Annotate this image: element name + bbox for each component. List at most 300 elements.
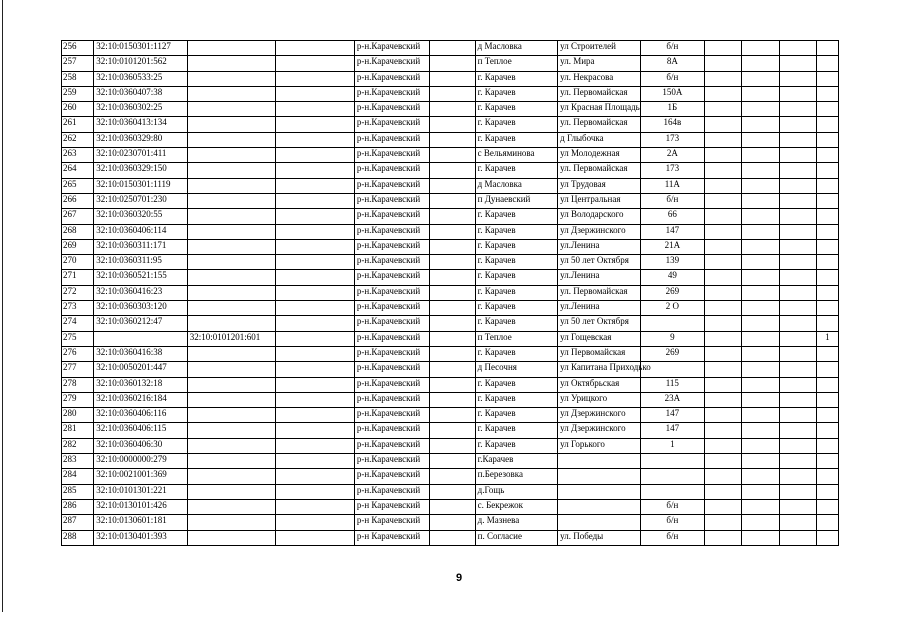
cadastral-number-alt-cell <box>187 484 276 499</box>
table-row <box>62 193 839 208</box>
count-col-cell <box>816 285 838 300</box>
extra-col-1-cell <box>705 362 742 377</box>
extra-col-1-cell <box>705 469 742 484</box>
table-body <box>62 41 839 546</box>
row-number-cell: 262 <box>62 132 94 147</box>
empty-col-2-cell <box>430 377 475 392</box>
count-col-cell: 1 <box>816 331 838 346</box>
extra-col-1-cell <box>705 71 742 86</box>
extra-col-2-cell <box>742 515 779 530</box>
count-col-cell <box>816 469 838 484</box>
extra-col-2-cell <box>742 408 779 423</box>
extra-col-1-cell <box>705 530 742 545</box>
district-cell: р-н.Карачевский <box>354 86 429 101</box>
cadastral-number-alt-cell <box>187 362 276 377</box>
cadastral-number-alt-cell <box>187 408 276 423</box>
cadastral-number-cell: 32:10:0000000:279 <box>94 454 188 469</box>
table-row <box>62 515 839 530</box>
extra-col-3-cell <box>779 515 816 530</box>
house-number-cell: 21А <box>640 239 704 254</box>
extra-col-3-cell <box>779 408 816 423</box>
house-number-cell: 1Б <box>640 102 704 117</box>
extra-col-3-cell <box>779 530 816 545</box>
extra-col-3-cell <box>779 239 816 254</box>
cadastral-number-alt-cell <box>187 392 276 407</box>
extra-col-3-cell <box>779 469 816 484</box>
count-col-cell <box>816 530 838 545</box>
extra-col-2-cell <box>742 148 779 163</box>
row-number-cell: 286 <box>62 499 94 514</box>
extra-col-2-cell <box>742 392 779 407</box>
locality-cell: д.Гощь <box>475 484 558 499</box>
cadastral-number-alt-cell <box>187 301 276 316</box>
cadastral-number-cell: 32:10:0360303:120 <box>94 301 188 316</box>
street-cell: ул.Ленина <box>558 239 641 254</box>
row-number-cell: 280 <box>62 408 94 423</box>
row-number-cell: 260 <box>62 102 94 117</box>
count-col-cell <box>816 499 838 514</box>
locality-cell: г. Карачев <box>475 132 558 147</box>
row-number-cell: 263 <box>62 148 94 163</box>
extra-col-3-cell <box>779 193 816 208</box>
count-col-cell <box>816 178 838 193</box>
count-col-cell <box>816 270 838 285</box>
row-number-cell: 284 <box>62 469 94 484</box>
row-number-cell: 281 <box>62 423 94 438</box>
extra-col-1-cell <box>705 56 742 71</box>
district-cell: р-н.Карачевский <box>354 178 429 193</box>
table-row <box>62 362 839 377</box>
district-cell: р-н.Карачевский <box>354 148 429 163</box>
cadastral-number-alt-cell <box>187 377 276 392</box>
extra-col-3-cell <box>779 423 816 438</box>
locality-cell: д. Мазнева <box>475 515 558 530</box>
house-number-cell: 8А <box>640 56 704 71</box>
extra-col-1-cell <box>705 255 742 270</box>
district-cell: р-н.Карачевский <box>354 102 429 117</box>
district-cell: р-н.Карачевский <box>354 331 429 346</box>
district-cell: р-н.Карачевский <box>354 392 429 407</box>
locality-cell: с Вельяминова <box>475 148 558 163</box>
extra-col-3-cell <box>779 71 816 86</box>
empty-col-2-cell <box>430 178 475 193</box>
district-cell: р-н.Карачевский <box>354 484 429 499</box>
cadastral-number-alt-cell <box>187 255 276 270</box>
empty-col-2-cell <box>430 530 475 545</box>
extra-col-1-cell <box>705 102 742 117</box>
empty-col-2-cell <box>430 499 475 514</box>
extra-col-1-cell <box>705 346 742 361</box>
table-row <box>62 102 839 117</box>
row-number-cell: 282 <box>62 438 94 453</box>
extra-col-2-cell <box>742 41 779 56</box>
empty-col-2-cell <box>430 285 475 300</box>
empty-col-cell <box>276 423 355 438</box>
house-number-cell: 269 <box>640 346 704 361</box>
empty-col-cell <box>276 515 355 530</box>
empty-col-cell <box>276 377 355 392</box>
count-col-cell <box>816 102 838 117</box>
district-cell: р-н.Карачевский <box>354 41 429 56</box>
district-cell: р-н.Карачевский <box>354 224 429 239</box>
locality-cell: г. Карачев <box>475 102 558 117</box>
house-number-cell: 150А <box>640 86 704 101</box>
house-number-cell: 23А <box>640 392 704 407</box>
house-number-cell: 147 <box>640 408 704 423</box>
district-cell: р-н Карачевский <box>354 530 429 545</box>
cadastral-number-cell: 32:10:0360302:25 <box>94 102 188 117</box>
cadastral-number-alt-cell <box>187 499 276 514</box>
table-row <box>62 132 839 147</box>
table-row <box>62 117 839 132</box>
street-cell: ул.Ленина <box>558 301 641 316</box>
empty-col-cell <box>276 469 355 484</box>
street-cell: ул. Первомайская <box>558 117 641 132</box>
locality-cell: д Песочня <box>475 362 558 377</box>
extra-col-3-cell <box>779 362 816 377</box>
house-number-cell: 147 <box>640 224 704 239</box>
district-cell: р-н.Карачевский <box>354 285 429 300</box>
empty-col-cell <box>276 362 355 377</box>
district-cell: р-н.Карачевский <box>354 117 429 132</box>
cadastral-number-alt-cell <box>187 163 276 178</box>
row-number-cell: 285 <box>62 484 94 499</box>
empty-col-2-cell <box>430 102 475 117</box>
empty-col-cell <box>276 316 355 331</box>
house-number-cell: 173 <box>640 132 704 147</box>
table-row <box>62 301 839 316</box>
district-cell: р-н.Карачевский <box>354 316 429 331</box>
extra-col-1-cell <box>705 285 742 300</box>
district-cell: р-н.Карачевский <box>354 193 429 208</box>
cadastral-number-alt-cell <box>187 285 276 300</box>
cadastral-number-cell: 32:10:0130601:181 <box>94 515 188 530</box>
table-row <box>62 331 839 346</box>
table-row <box>62 469 839 484</box>
locality-cell: г. Карачев <box>475 71 558 86</box>
count-col-cell <box>816 193 838 208</box>
count-col-cell <box>816 239 838 254</box>
empty-col-2-cell <box>430 148 475 163</box>
extra-col-3-cell <box>779 163 816 178</box>
cadastral-number-cell: 32:10:0360416:23 <box>94 285 188 300</box>
extra-col-1-cell <box>705 377 742 392</box>
locality-cell: п Дунаевский <box>475 193 558 208</box>
extra-col-3-cell <box>779 56 816 71</box>
locality-cell: г. Карачев <box>475 285 558 300</box>
street-cell: ул Трудовая <box>558 178 641 193</box>
street-cell: д Глыбочка <box>558 132 641 147</box>
street-cell: ул. Мира <box>558 56 641 71</box>
empty-col-cell <box>276 56 355 71</box>
cadastral-number-cell: 32:10:0130101:426 <box>94 499 188 514</box>
extra-col-2-cell <box>742 71 779 86</box>
extra-col-1-cell <box>705 438 742 453</box>
house-number-cell: 164в <box>640 117 704 132</box>
extra-col-2-cell <box>742 362 779 377</box>
house-number-cell: 11А <box>640 178 704 193</box>
empty-col-cell <box>276 224 355 239</box>
count-col-cell <box>816 408 838 423</box>
locality-cell: г. Карачев <box>475 270 558 285</box>
extra-col-2-cell <box>742 423 779 438</box>
house-number-cell: 2А <box>640 148 704 163</box>
table-row <box>62 209 839 224</box>
house-number-cell: 139 <box>640 255 704 270</box>
row-number-cell: 269 <box>62 239 94 254</box>
count-col-cell <box>816 454 838 469</box>
street-cell: ул Гощевская <box>558 331 641 346</box>
locality-cell: д Масловка <box>475 41 558 56</box>
district-cell: р-н.Карачевский <box>354 346 429 361</box>
house-number-cell: б/н <box>640 499 704 514</box>
row-number-cell: 264 <box>62 163 94 178</box>
cadastral-number-cell: 32:10:0360320:55 <box>94 209 188 224</box>
street-cell: ул Горького <box>558 438 641 453</box>
extra-col-2-cell <box>742 56 779 71</box>
table-row <box>62 41 839 56</box>
district-cell: р-н.Карачевский <box>354 408 429 423</box>
locality-cell: п.Березовка <box>475 469 558 484</box>
cadastral-number-cell: 32:10:0360329:150 <box>94 163 188 178</box>
empty-col-cell <box>276 270 355 285</box>
extra-col-3-cell <box>779 438 816 453</box>
extra-col-3-cell <box>779 86 816 101</box>
count-col-cell <box>816 41 838 56</box>
cadastral-number-cell: 32:10:0150301:1127 <box>94 41 188 56</box>
count-col-cell <box>816 163 838 178</box>
street-cell: ул Красная Площадь <box>558 102 641 117</box>
page-number: 9 <box>456 572 463 584</box>
house-number-cell <box>640 454 704 469</box>
extra-col-2-cell <box>742 255 779 270</box>
empty-col-cell <box>276 86 355 101</box>
cadastral-number-alt-cell <box>187 454 276 469</box>
row-number-cell: 256 <box>62 41 94 56</box>
cadastral-number-cell: 32:10:0150301:1119 <box>94 178 188 193</box>
extra-col-3-cell <box>779 346 816 361</box>
street-cell: ул. Победы <box>558 530 641 545</box>
locality-cell: г.Карачев <box>475 454 558 469</box>
cadastral-number-alt-cell <box>187 117 276 132</box>
cadastral-number-cell: 32:10:0130401:393 <box>94 530 188 545</box>
house-number-cell: 147 <box>640 423 704 438</box>
house-number-cell <box>640 484 704 499</box>
street-cell: ул Дзержинского <box>558 224 641 239</box>
empty-col-cell <box>276 346 355 361</box>
cadastral-number-cell: 32:10:0360406:30 <box>94 438 188 453</box>
row-number-cell: 279 <box>62 392 94 407</box>
table-row <box>62 346 839 361</box>
table-row <box>62 423 839 438</box>
locality-cell: г. Карачев <box>475 224 558 239</box>
count-col-cell <box>816 316 838 331</box>
count-col-cell <box>816 56 838 71</box>
cadastral-number-alt-cell <box>187 132 276 147</box>
count-col-cell <box>816 209 838 224</box>
empty-col-2-cell <box>430 301 475 316</box>
count-col-cell <box>816 71 838 86</box>
district-cell: р-н.Карачевский <box>354 301 429 316</box>
district-cell: р-н.Карачевский <box>354 255 429 270</box>
extra-col-2-cell <box>742 224 779 239</box>
street-cell: ул Урицкого <box>558 392 641 407</box>
locality-cell: г. Карачев <box>475 255 558 270</box>
extra-col-1-cell <box>705 331 742 346</box>
empty-col-2-cell <box>430 270 475 285</box>
empty-col-cell <box>276 484 355 499</box>
cadastral-number-alt-cell <box>187 56 276 71</box>
extra-col-2-cell <box>742 163 779 178</box>
locality-cell: г. Карачев <box>475 86 558 101</box>
cadastral-number-alt-cell <box>187 86 276 101</box>
row-number-cell: 278 <box>62 377 94 392</box>
extra-col-3-cell <box>779 316 816 331</box>
street-cell: ул. Первомайская <box>558 86 641 101</box>
extra-col-3-cell <box>779 377 816 392</box>
extra-col-1-cell <box>705 86 742 101</box>
cadastral-number-alt-cell <box>187 178 276 193</box>
table-row <box>62 255 839 270</box>
parcel-table <box>61 40 839 546</box>
street-cell: ул Первомайская <box>558 346 641 361</box>
cadastral-number-alt-cell <box>187 239 276 254</box>
cadastral-number-cell: 32:10:0101301:221 <box>94 484 188 499</box>
table-row <box>62 224 839 239</box>
cadastral-number-alt-cell <box>187 270 276 285</box>
row-number-cell: 271 <box>62 270 94 285</box>
empty-col-cell <box>276 71 355 86</box>
count-col-cell <box>816 438 838 453</box>
house-number-cell: 9 <box>640 331 704 346</box>
table-row <box>62 178 839 193</box>
extra-col-3-cell <box>779 102 816 117</box>
table-row <box>62 148 839 163</box>
extra-col-2-cell <box>742 454 779 469</box>
cadastral-number-alt-cell: 32:10:0101201:601 <box>187 331 276 346</box>
row-number-cell: 277 <box>62 362 94 377</box>
cadastral-number-cell: 32:10:0360311:171 <box>94 239 188 254</box>
extra-col-1-cell <box>705 499 742 514</box>
locality-cell: г. Карачев <box>475 346 558 361</box>
row-number-cell: 287 <box>62 515 94 530</box>
empty-col-2-cell <box>430 239 475 254</box>
cadastral-number-alt-cell <box>187 469 276 484</box>
table-row <box>62 270 839 285</box>
empty-col-2-cell <box>430 193 475 208</box>
extra-col-2-cell <box>742 438 779 453</box>
locality-cell: г. Карачев <box>475 117 558 132</box>
cadastral-number-alt-cell <box>187 102 276 117</box>
row-number-cell: 288 <box>62 530 94 545</box>
district-cell: р-н Карачевский <box>354 515 429 530</box>
extra-col-2-cell <box>742 377 779 392</box>
table-row <box>62 285 839 300</box>
cadastral-number-cell: 32:10:0230701:411 <box>94 148 188 163</box>
empty-col-2-cell <box>430 484 475 499</box>
extra-col-1-cell <box>705 408 742 423</box>
extra-col-1-cell <box>705 423 742 438</box>
house-number-cell: 66 <box>640 209 704 224</box>
extra-col-3-cell <box>779 178 816 193</box>
district-cell: р-н Карачевский <box>354 499 429 514</box>
street-cell: ул Строителей <box>558 41 641 56</box>
empty-col-cell <box>276 301 355 316</box>
count-col-cell <box>816 362 838 377</box>
empty-col-cell <box>276 163 355 178</box>
count-col-cell <box>816 423 838 438</box>
house-number-cell: б/н <box>640 71 704 86</box>
count-col-cell <box>816 515 838 530</box>
district-cell: р-н.Карачевский <box>354 163 429 178</box>
street-cell: ул Дзержинского <box>558 423 641 438</box>
house-number-cell: 2 О <box>640 301 704 316</box>
locality-cell: п. Согласие <box>475 530 558 545</box>
house-number-cell: 1 <box>640 438 704 453</box>
extra-col-1-cell <box>705 178 742 193</box>
locality-cell: г. Карачев <box>475 209 558 224</box>
extra-col-1-cell <box>705 392 742 407</box>
count-col-cell <box>816 377 838 392</box>
cadastral-number-cell: 32:10:0021001:369 <box>94 469 188 484</box>
empty-col-2-cell <box>430 86 475 101</box>
street-cell: ул Октябрьская <box>558 377 641 392</box>
cadastral-number-cell: 32:10:0360329:80 <box>94 132 188 147</box>
empty-col-2-cell <box>430 56 475 71</box>
empty-col-cell <box>276 117 355 132</box>
table-row <box>62 499 839 514</box>
extra-col-3-cell <box>779 270 816 285</box>
locality-cell: д Масловка <box>475 178 558 193</box>
cadastral-number-cell: 32:10:0360406:116 <box>94 408 188 423</box>
cadastral-number-cell: 32:10:0360533:25 <box>94 71 188 86</box>
cadastral-number-alt-cell <box>187 224 276 239</box>
cadastral-number-cell: 32:10:0360212:47 <box>94 316 188 331</box>
empty-col-2-cell <box>430 316 475 331</box>
district-cell: р-н.Карачевский <box>354 270 429 285</box>
house-number-cell <box>640 316 704 331</box>
street-cell <box>558 484 641 499</box>
cadastral-number-alt-cell <box>187 148 276 163</box>
cadastral-number-cell: 32:10:0360407:38 <box>94 86 188 101</box>
count-col-cell <box>816 224 838 239</box>
empty-col-2-cell <box>430 515 475 530</box>
empty-col-cell <box>276 255 355 270</box>
extra-col-3-cell <box>779 209 816 224</box>
locality-cell: п Теплое <box>475 56 558 71</box>
extra-col-2-cell <box>742 132 779 147</box>
row-number-cell: 258 <box>62 71 94 86</box>
house-number-cell: 49 <box>640 270 704 285</box>
cadastral-number-alt-cell <box>187 438 276 453</box>
street-cell: ул 50 лет Октября <box>558 255 641 270</box>
extra-col-2-cell <box>742 209 779 224</box>
street-cell: ул. Первомайская <box>558 163 641 178</box>
extra-col-2-cell <box>742 86 779 101</box>
empty-col-cell <box>276 193 355 208</box>
extra-col-3-cell <box>779 454 816 469</box>
district-cell: р-н.Карачевский <box>354 469 429 484</box>
extra-col-2-cell <box>742 316 779 331</box>
count-col-cell <box>816 255 838 270</box>
table-row <box>62 71 839 86</box>
district-cell: р-н.Карачевский <box>354 209 429 224</box>
row-number-cell: 275 <box>62 331 94 346</box>
row-number-cell: 273 <box>62 301 94 316</box>
empty-col-2-cell <box>430 438 475 453</box>
empty-col-2-cell <box>430 408 475 423</box>
street-cell: ул Центральная <box>558 193 641 208</box>
